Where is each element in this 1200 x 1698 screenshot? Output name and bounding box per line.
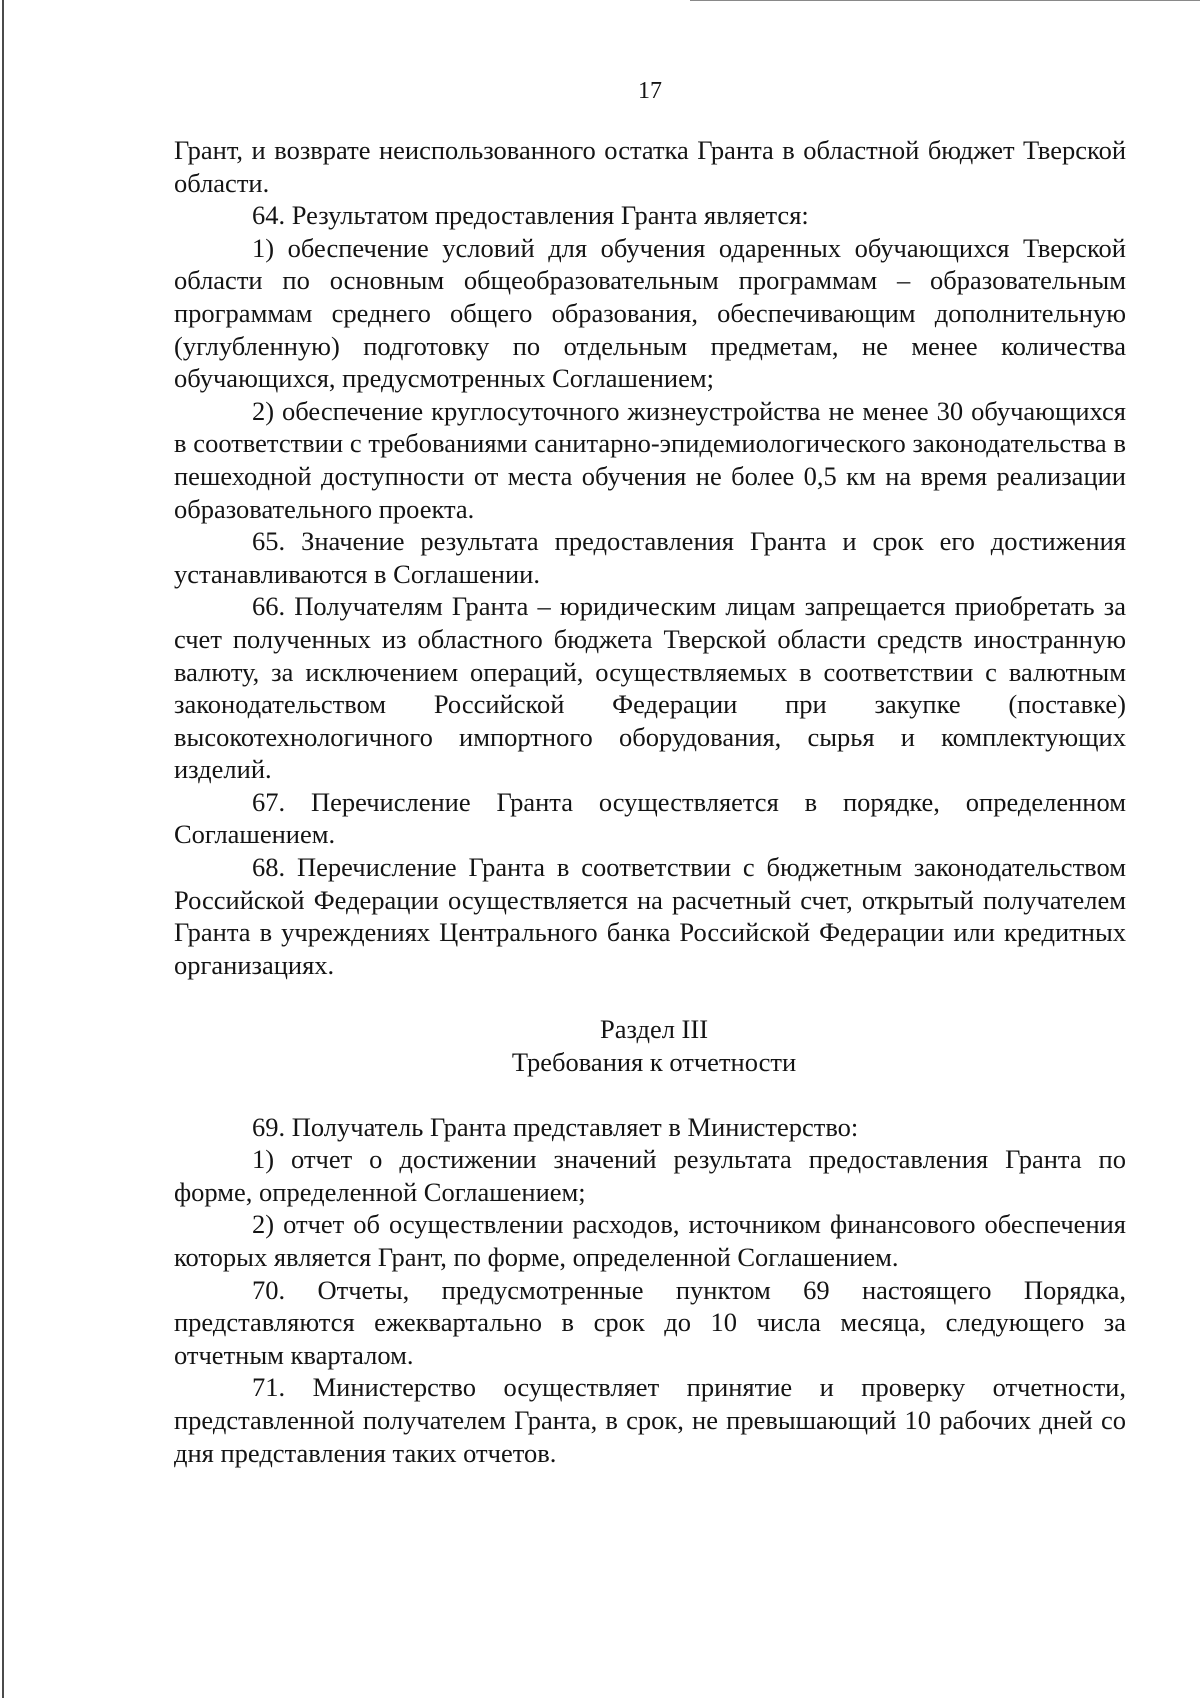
scan-edge-left: [2, 0, 4, 1698]
paragraph-69: 69. Получатель Гранта представляет в Министерство:: [252, 1111, 859, 1142]
spacer: [174, 1079, 1126, 1111]
paragraph-continuation: Грант, и возврате неиспользованного остатка Гранта в областной бюджет Тверской области.: [174, 135, 1126, 198]
section-number: Раздел III: [599, 1014, 709, 1045]
paragraph-64-item-1: 1) обеспечение условий для обучения одаренных обучающихся Тверской области по основным общеобразовательным программам – образовательным программам среднего общего образования, обеспечивающим дополнительную (углубленную) подготовку по отдельным предметам, не менее количества обучающихся, предусмотренных Соглашением;: [174, 232, 1126, 394]
paragraph-66: 66. Получателям Гранта – юридическим лицам запрещается приобретать за счет полученных из областного бюджета Тверской области средств иностранную валюту, за исключением операций, осуществляемых в соответствии с валютным законодательством Российской Федерации при закупке (поставке) высокотехнологичного импортного оборудования, сырья и комплектующих изделий.: [174, 591, 1126, 785]
paragraph-69-item-1: 1) отчет о достижении значений результата предоставления Гранта по форме, определенной Соглашением;: [174, 1144, 1126, 1207]
document-body: [174, 134, 1126, 1469]
paragraph-69-item-2: 2) отчет об осуществлении расходов, источником финансового обеспечения которых является Грант, по форме, определенной Соглашением.: [174, 1209, 1126, 1272]
scan-edge-top: [690, 0, 1200, 1]
paragraph-64-item-2: 2) обеспечение круглосуточного жизнеустройства не менее 30 обучающихся в соответствии с требованиями санитарно-эпидемиологического законодательства в пешеходной доступности от места обучения не более 0,5 км на время реализации образовательного проекта.: [174, 395, 1126, 524]
paragraph-64: 64. Результатом предоставления Гранта является:: [252, 200, 809, 231]
spacer: [174, 981, 1126, 1013]
paragraph-67: 67. Перечисление Гранта осуществляется в порядке, определенном Соглашением.: [174, 786, 1126, 850]
page-number: 17: [638, 78, 662, 104]
paragraph-68: 68. Перечисление Гранта в соответствии с бюджетным законодательством Российской Федерации осуществляется на расчетный счет, открытый получателем Гранта в учреждениях Центрального банка Российской Федерации или кредитных организациях.: [174, 852, 1126, 980]
section-title: Требования к отчетности: [511, 1047, 797, 1078]
paragraph-71: 71. Министерство осуществляет принятие и проверку отчетности, представленной получателем Гранта, в срок, не превышающий 10 рабочих дней со дня представления таких отчетов.: [174, 1372, 1126, 1468]
paragraph-65: 65. Значение результата предоставления Гранта и срок его достижения устанавливаются в Соглашении.: [174, 526, 1126, 589]
paragraph-70: 70. Отчеты, предусмотренные пунктом 69 настоящего Порядка, представляются ежеквартально в срок до 10 числа месяца, следующего за отчетным кварталом.: [174, 1274, 1126, 1370]
